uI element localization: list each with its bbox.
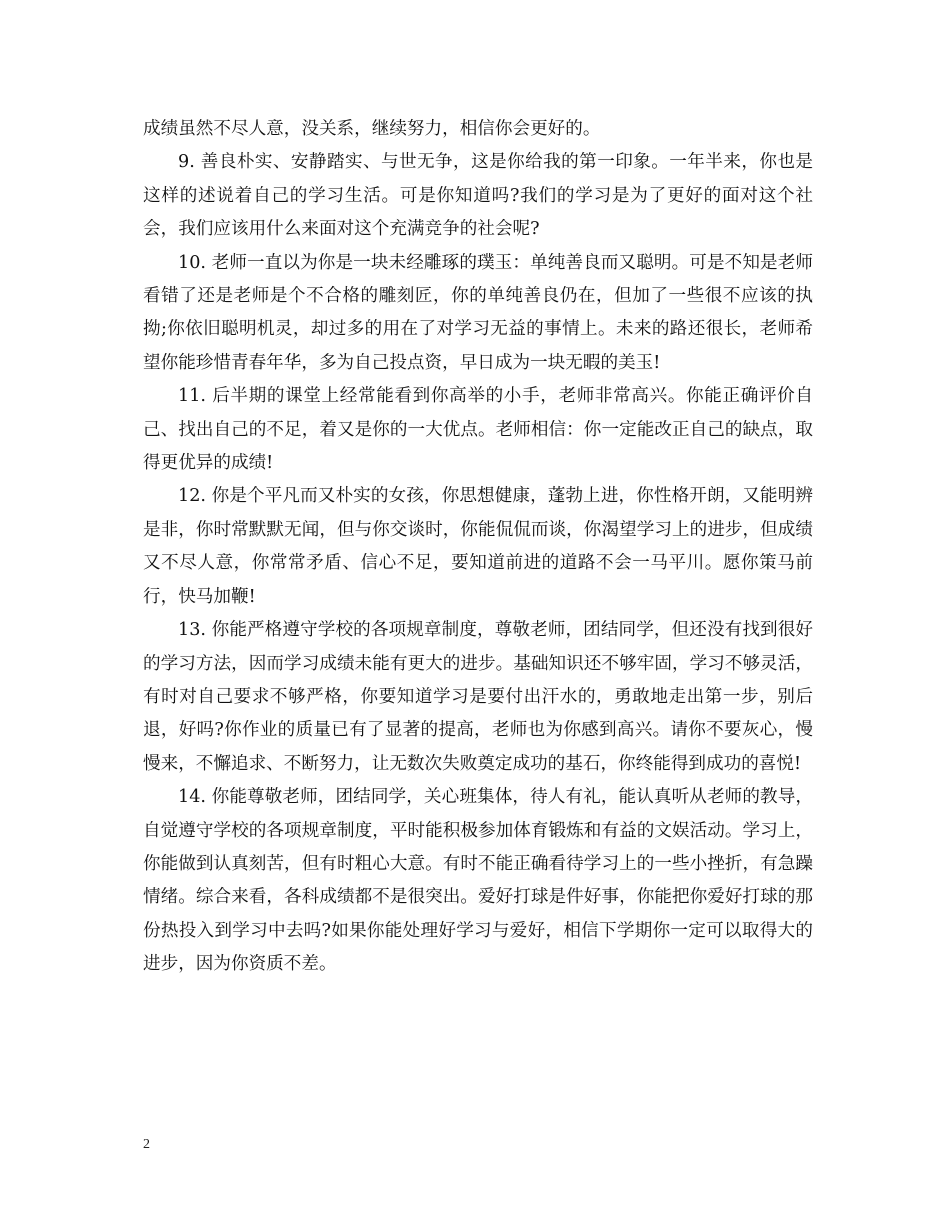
paragraph-comment-13: 13. 你能严格遵守学校的各项规章制度，尊敬老师，团结同学，但还没有找到很好的学习方法，因而学习成绩未能有更大的进步。基础知识还不够牢固，学习不够灵活，有时对自己要求不够严格，你要知道学习是要付出汗水的，勇敢地走出第一步，别后退，好吗?你作业的质量已有了显著的提高，老师也为你感到高兴。请你不要灰心，慢慢来，不懈追求、不断努力，让无数次失败奠定成功的基石，你终能得到成功的喜悦! <box>143 620 813 774</box>
paragraph-comment-14: 14. 你能尊敬老师，团结同学，关心班集体，待人有礼，能认真听从老师的教导，自觉遵守学校的各项规章制度，平时能积极参加体育锻炼和有益的文娱活动。学习上，你能做到认真刻苦，但有时粗心大意。有时不能正确看待学习上的一些小挫折，有急躁情绪。综合来看，各科成绩都不是很突出。爱好打球是件好事，你能把你爱好打球的那份热投入到学习中去吗?如果你能处理好学习与爱好，相信下学期你一定可以取得大的进步，因为你资质不差。 <box>143 787 813 975</box>
paragraph-comment-9: 9. 善良朴实、安静踏实、与世无争，这是你给我的第一印象。一年半来，你也是这样的述说着自己的学习生活。可是你知道吗?我们的学习是为了更好的面对这个社会，我们应该用什么来面对这个充满竞争的社会呢? <box>143 152 813 240</box>
page-number: 2 <box>143 1137 150 1152</box>
paragraph-comment-10: 10. 老师一直以为你是一块未经雕琢的璞玉：单纯善良而又聪明。可是不知是老师看错了还是老师是个不合格的雕刻匠，你的单纯善良仍在，但加了一些很不应该的执拗;你依旧聪明机灵，却过多的用在了对学习无益的事情上。未来的路还很长，老师希望你能珍惜青春年华，多为自己投点资，早日成为一块无暇的美玉! <box>143 252 813 373</box>
paragraph-comment-12: 12. 你是个平凡而又朴实的女孩，你思想健康，蓬勃上进，你性格开朗，又能明辨是非，你时常默默无闻，但与你交谈时，你能侃侃而谈，你渴望学习上的进步，但成绩又不尽人意，你常常矛盾、信心不足，要知道前进的道路不会一马平川。愿你策马前行，快马加鞭! <box>143 486 813 607</box>
paragraph-comment-11: 11. 后半期的课堂上经常能看到你高举的小手，老师非常高兴。你能正确评价自己、找出自己的不足，着又是你的一大优点。老师相信：你一定能改正自己的缺点，取得更优异的成绩! <box>143 386 813 474</box>
document-body <box>143 113 813 982</box>
paragraph-continuation: 成绩虽然不尽人意，没关系，继续努力，相信你会更好的。 <box>143 119 601 139</box>
